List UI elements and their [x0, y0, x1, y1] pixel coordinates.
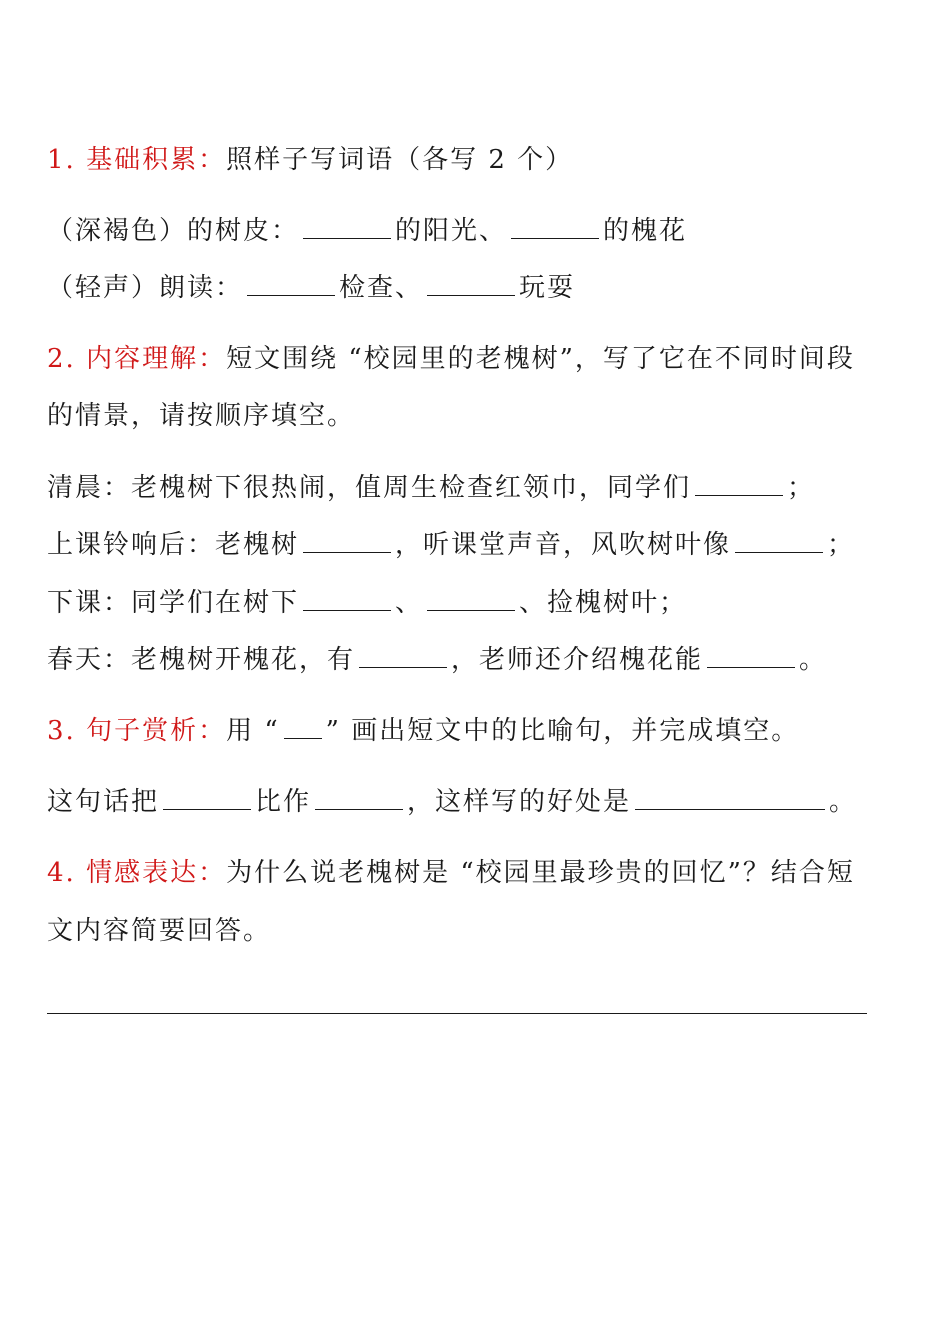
q1-row2-prefix: （轻声）朗读： — [47, 273, 244, 303]
q2-morning-blank[interactable] — [695, 494, 783, 496]
q4-prompt-cont — [47, 913, 271, 949]
q1-heading — [47, 142, 573, 178]
q1-row1-blank1[interactable] — [303, 237, 391, 239]
q4-prompt-line1: 为什么说老槐树是 “校园里最珍贵的回忆”？结合短 — [226, 858, 855, 888]
q3-fill-blank3[interactable] — [635, 808, 825, 810]
q2-spring-blank1[interactable] — [359, 666, 447, 668]
q1-row2-blank1[interactable] — [247, 294, 335, 296]
q3-heading — [47, 713, 799, 749]
q3-fill — [47, 784, 857, 820]
q4-answer-line[interactable] — [47, 1012, 867, 1014]
q3-label: 3. 句子赏析： — [47, 716, 227, 746]
q2-prompt-cont — [47, 398, 355, 434]
q2-spring-prefix: 春天：老槐树开槐花，有 — [47, 645, 356, 675]
q2-bell-blank2[interactable] — [735, 551, 823, 553]
q3-underline-sample — [284, 737, 322, 739]
q2-spring-mid: ，老师还介绍槐花能 — [451, 645, 704, 675]
q3-fill-blank2[interactable] — [315, 808, 403, 810]
q2-bell — [47, 527, 855, 563]
q4-heading — [47, 855, 855, 891]
q2-bell-mid: ，听课堂声音，风吹树叶像 — [395, 530, 732, 560]
q2-break — [47, 585, 687, 621]
q3-fill-blank1[interactable] — [163, 808, 251, 810]
q2-bell-end: ； — [827, 530, 856, 560]
q1-row2-blank2[interactable] — [427, 294, 515, 296]
q2-label: 2. 内容理解： — [47, 344, 227, 374]
q2-break-prefix: 下课：同学们在树下 — [47, 588, 300, 618]
q2-break-blank2[interactable] — [427, 609, 515, 611]
q3-fill-end: 。 — [829, 787, 858, 817]
q2-spring — [47, 642, 827, 678]
q2-spring-blank2[interactable] — [707, 666, 795, 668]
q2-prompt-line1: 短文围绕 “校园里的老槐树”，写了它在不同时间段 — [226, 344, 855, 374]
q3-fill-mid2: ，这样写的好处是 — [407, 787, 632, 817]
q4-label: 4. 情感表达： — [47, 858, 227, 888]
q2-prompt-line2: 的情景，请按顺序填空。 — [47, 401, 356, 431]
q2-morning-prefix: 清晨：老槐树下很热闹，值周生检查红领巾，同学们 — [47, 473, 692, 503]
q2-morning-end: ； — [787, 473, 816, 503]
q3-prompt-b: ” 画出短文中的比喻句，并完成填空。 — [325, 716, 800, 746]
q1-row1-end: 的槐花 — [603, 216, 688, 246]
q1-row1-blank2[interactable] — [511, 237, 599, 239]
q1-label: 1. 基础积累： — [47, 145, 227, 175]
q1-row2 — [47, 270, 575, 306]
q1-prompt: 照样子写词语（各写 2 个） — [226, 145, 574, 175]
q1-row1-mid: 的阳光、 — [395, 216, 508, 246]
q1-row2-mid: 检查、 — [339, 273, 424, 303]
q2-bell-prefix: 上课铃响后：老槐树 — [47, 530, 300, 560]
q3-fill-prefix: 这句话把 — [47, 787, 160, 817]
q2-spring-end: 。 — [799, 645, 828, 675]
q2-bell-blank1[interactable] — [303, 551, 391, 553]
q1-row2-end: 玩耍 — [519, 273, 576, 303]
q2-break-mid: 、 — [395, 588, 424, 618]
q2-break-blank1[interactable] — [303, 609, 391, 611]
q3-prompt-a: 用 “ — [226, 716, 280, 746]
q3-fill-mid: 比作 — [255, 787, 312, 817]
q2-break-end: 、捡槐树叶； — [519, 588, 688, 618]
q1-row1-prefix: （深褐色）的树皮： — [47, 216, 300, 246]
q2-morning — [47, 470, 815, 506]
q1-row1 — [47, 213, 687, 249]
q4-prompt-line2: 文内容简要回答。 — [47, 916, 272, 946]
q2-heading — [47, 341, 855, 377]
